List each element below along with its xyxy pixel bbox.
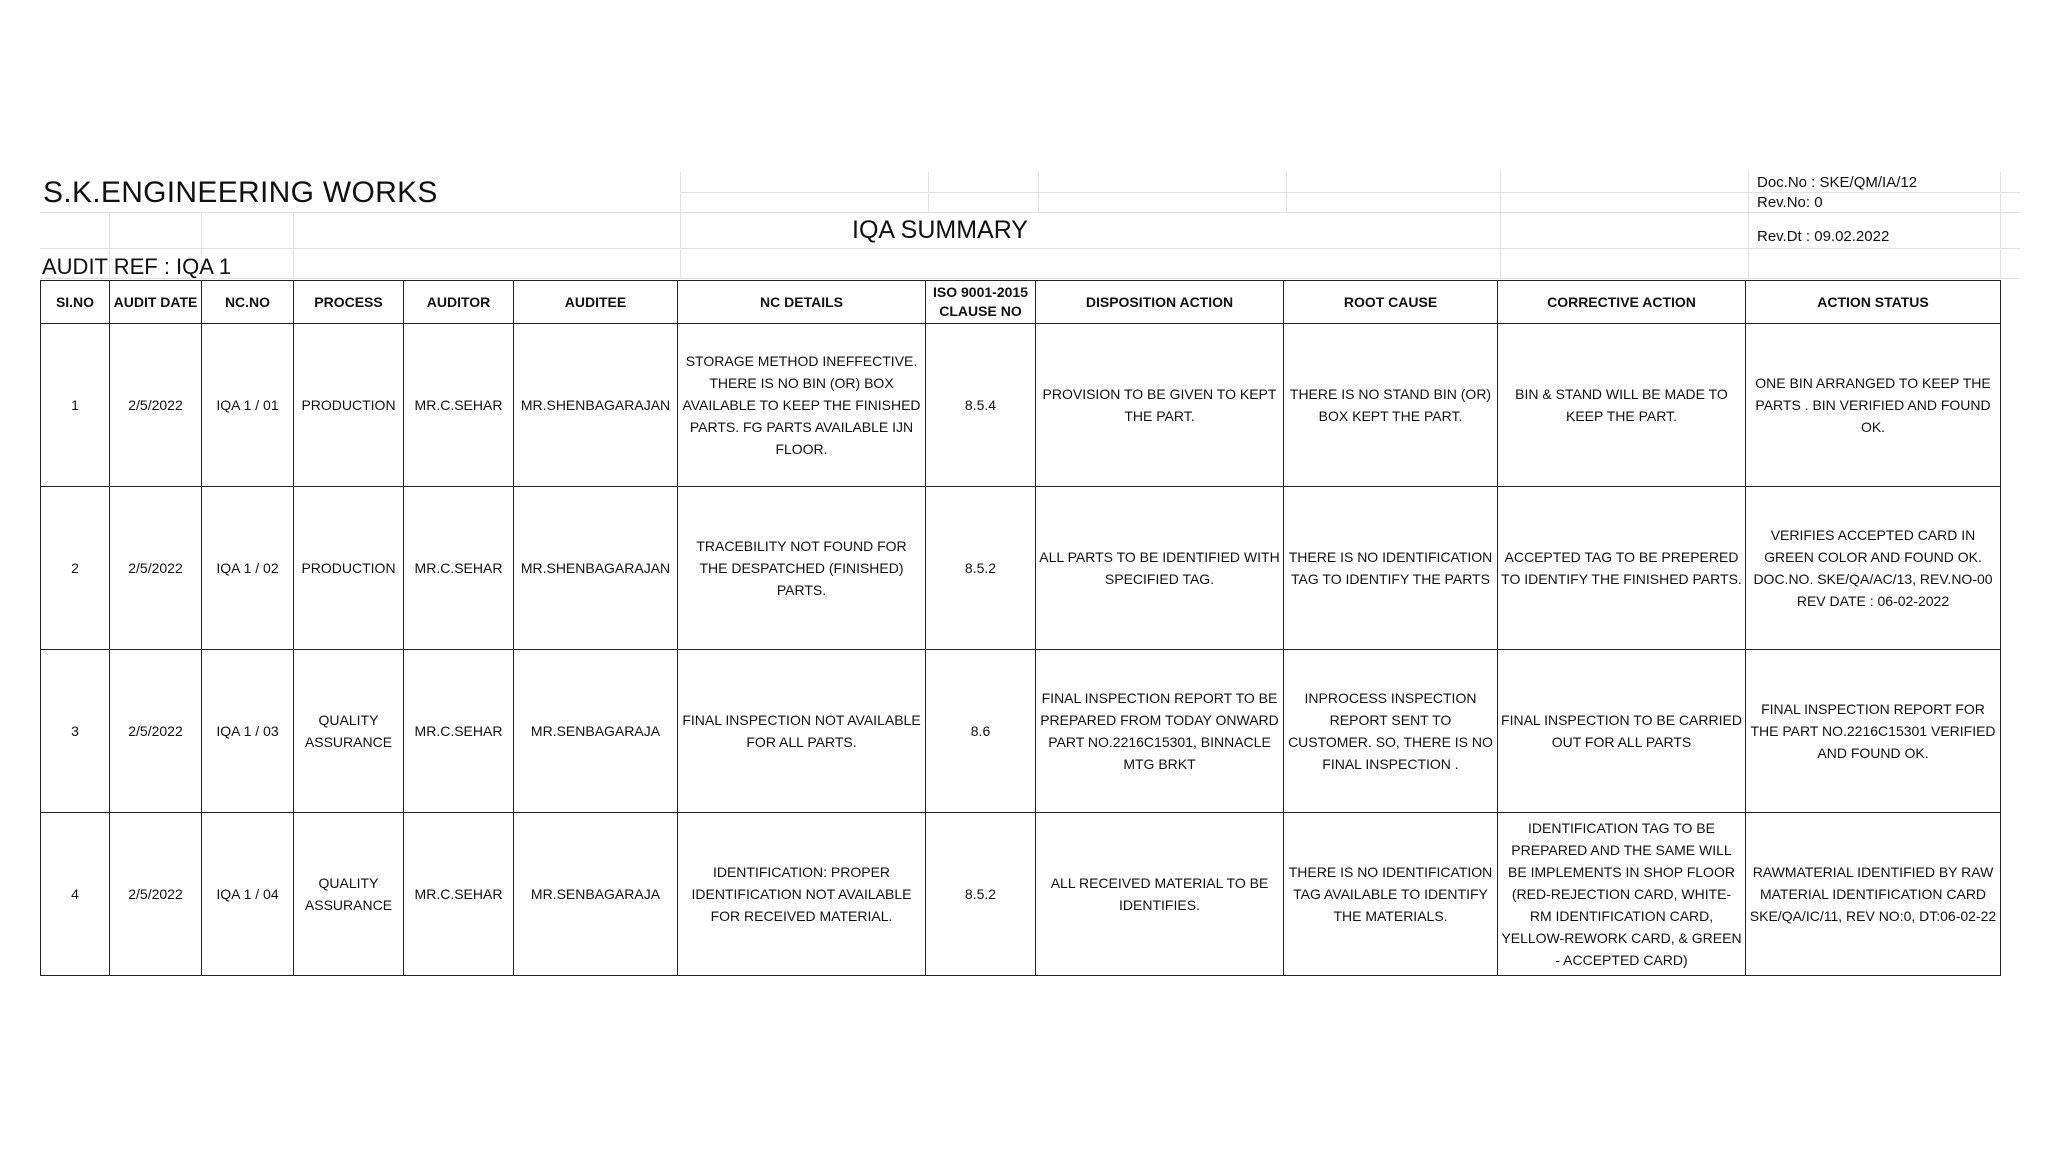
cell-slno: 4 bbox=[41, 813, 110, 976]
cell-nc-no: IQA 1 / 04 bbox=[202, 813, 294, 976]
col-header-nc-details: NC DETAILS bbox=[678, 281, 926, 324]
cell-audit-date: 2/5/2022 bbox=[110, 813, 202, 976]
table-header-row bbox=[41, 281, 2001, 324]
cell-root-cause: THERE IS NO STAND BIN (OR) BOX KEPT THE PART. bbox=[1284, 324, 1498, 487]
cell-status: ONE BIN ARRANGED TO KEEP THE PARTS . BIN VERIFIED AND FOUND OK. bbox=[1746, 324, 2001, 487]
cell-root-cause: INPROCESS INSPECTION REPORT SENT TO CUSTOMER. SO, THERE IS NO FINAL INSPECTION . bbox=[1284, 650, 1498, 813]
table-row bbox=[41, 813, 2001, 976]
cell-audit-date: 2/5/2022 bbox=[110, 487, 202, 650]
cell-status: RAWMATERIAL IDENTIFIED BY RAW MATERIAL IDENTIFICATION CARD SKE/QA/IC/11, REV NO:0, DT:06-02-22 bbox=[1746, 813, 2001, 976]
page-title: IQA SUMMARY bbox=[852, 216, 1028, 244]
table-row bbox=[41, 487, 2001, 650]
cell-process: QUALITY ASSURANCE bbox=[294, 813, 404, 976]
cell-process: PRODUCTION bbox=[294, 487, 404, 650]
col-header-disposition: DISPOSITION ACTION bbox=[1036, 281, 1284, 324]
col-header-clause bbox=[926, 281, 1036, 324]
clause-header-line-1: ISO 9001-2015 bbox=[933, 284, 1028, 300]
cell-clause: 8.5.2 bbox=[926, 813, 1036, 976]
cell-root-cause: THERE IS NO IDENTIFICATION TAG AVAILABLE TO IDENTIFY THE MATERIALS. bbox=[1284, 813, 1498, 976]
cell-process: PRODUCTION bbox=[294, 324, 404, 487]
cell-disposition: PROVISION TO BE GIVEN TO KEPT THE PART. bbox=[1036, 324, 1284, 487]
cell-auditor: MR.C.SEHAR bbox=[404, 487, 514, 650]
doc-number: Doc.No : SKE/QM/IA/12 bbox=[1757, 174, 1918, 191]
cell-nc-no: IQA 1 / 03 bbox=[202, 650, 294, 813]
cell-root-cause: THERE IS NO IDENTIFICATION TAG TO IDENTIFY THE PARTS bbox=[1284, 487, 1498, 650]
cell-slno: 1 bbox=[41, 324, 110, 487]
cell-corrective: FINAL INSPECTION TO BE CARRIED OUT FOR ALL PARTS bbox=[1498, 650, 1746, 813]
cell-audit-date: 2/5/2022 bbox=[110, 324, 202, 487]
cell-nc-no: IQA 1 / 01 bbox=[202, 324, 294, 487]
col-header-slno: SI.NO bbox=[41, 281, 110, 324]
cell-corrective: IDENTIFICATION TAG TO BE PREPARED AND THE SAME WILL BE IMPLEMENTS IN SHOP FLOOR (RED-REJECTION CARD, WHITE-RM IDENTIFICATION CARD, YELLOW-REWORK CARD, & GREEN - ACCEPTED CARD) bbox=[1498, 813, 1746, 976]
cell-auditor: MR.C.SEHAR bbox=[404, 650, 514, 813]
col-header-audit-date: AUDIT DATE bbox=[110, 281, 202, 324]
col-header-root-cause: ROOT CAUSE bbox=[1284, 281, 1498, 324]
cell-auditee: MR.SENBAGARAJA bbox=[514, 650, 678, 813]
cell-status: VERIFIES ACCEPTED CARD IN GREEN COLOR AND FOUND OK. DOC.NO. SKE/QA/AC/13, REV.NO-00 REV DATE : 06-02-2022 bbox=[1746, 487, 2001, 650]
cell-nc-details: TRACEBILITY NOT FOUND FOR THE DESPATCHED (FINISHED) PARTS. bbox=[678, 487, 926, 650]
company-name: S.K.ENGINEERING WORKS bbox=[43, 176, 438, 209]
cell-auditee: MR.SHENBAGARAJAN bbox=[514, 487, 678, 650]
col-header-auditee: AUDITEE bbox=[514, 281, 678, 324]
clause-header-line-2: CLAUSE NO bbox=[939, 303, 1022, 319]
revision-number: Rev.No: 0 bbox=[1757, 194, 1823, 211]
col-header-process: PROCESS bbox=[294, 281, 404, 324]
cell-corrective: BIN & STAND WILL BE MADE TO KEEP THE PART. bbox=[1498, 324, 1746, 487]
cell-clause: 8.6 bbox=[926, 650, 1036, 813]
cell-disposition: ALL PARTS TO BE IDENTIFIED WITH SPECIFIED TAG. bbox=[1036, 487, 1284, 650]
cell-slno: 2 bbox=[41, 487, 110, 650]
col-header-status: ACTION STATUS bbox=[1746, 281, 2001, 324]
cell-process: QUALITY ASSURANCE bbox=[294, 650, 404, 813]
col-header-corrective: CORRECTIVE ACTION bbox=[1498, 281, 1746, 324]
cell-nc-no: IQA 1 / 02 bbox=[202, 487, 294, 650]
cell-audit-date: 2/5/2022 bbox=[110, 650, 202, 813]
cell-nc-details: IDENTIFICATION: PROPER IDENTIFICATION NOT AVAILABLE FOR RECEIVED MATERIAL. bbox=[678, 813, 926, 976]
col-header-auditor: AUDITOR bbox=[404, 281, 514, 324]
table-row bbox=[41, 650, 2001, 813]
cell-corrective: ACCEPTED TAG TO BE PREPERED TO IDENTIFY THE FINISHED PARTS. bbox=[1498, 487, 1746, 650]
iqa-summary-table bbox=[40, 280, 2001, 976]
cell-nc-details: FINAL INSPECTION NOT AVAILABLE FOR ALL PARTS. bbox=[678, 650, 926, 813]
table-row bbox=[41, 324, 2001, 487]
col-header-nc-no: NC.NO bbox=[202, 281, 294, 324]
cell-status: FINAL INSPECTION REPORT FOR THE PART NO.2216C15301 VERIFIED AND FOUND OK. bbox=[1746, 650, 2001, 813]
audit-reference: AUDIT REF : IQA 1 bbox=[42, 254, 232, 279]
cell-nc-details: STORAGE METHOD INEFFECTIVE. THERE IS NO BIN (OR) BOX AVAILABLE TO KEEP THE FINISHED PARTS. FG PARTS AVAILABLE IJN FLOOR. bbox=[678, 324, 926, 487]
cell-clause: 8.5.2 bbox=[926, 487, 1036, 650]
cell-slno: 3 bbox=[41, 650, 110, 813]
cell-auditor: MR.C.SEHAR bbox=[404, 813, 514, 976]
cell-auditor: MR.C.SEHAR bbox=[404, 324, 514, 487]
cell-auditee: MR.SENBAGARAJA bbox=[514, 813, 678, 976]
cell-clause: 8.5.4 bbox=[926, 324, 1036, 487]
cell-disposition: ALL RECEIVED MATERIAL TO BE IDENTIFIES. bbox=[1036, 813, 1284, 976]
revision-date: Rev.Dt : 09.02.2022 bbox=[1757, 228, 1890, 245]
cell-auditee: MR.SHENBAGARAJAN bbox=[514, 324, 678, 487]
cell-disposition: FINAL INSPECTION REPORT TO BE PREPARED FROM TODAY ONWARD PART NO.2216C15301, BINNACLE MTG BRKT bbox=[1036, 650, 1284, 813]
